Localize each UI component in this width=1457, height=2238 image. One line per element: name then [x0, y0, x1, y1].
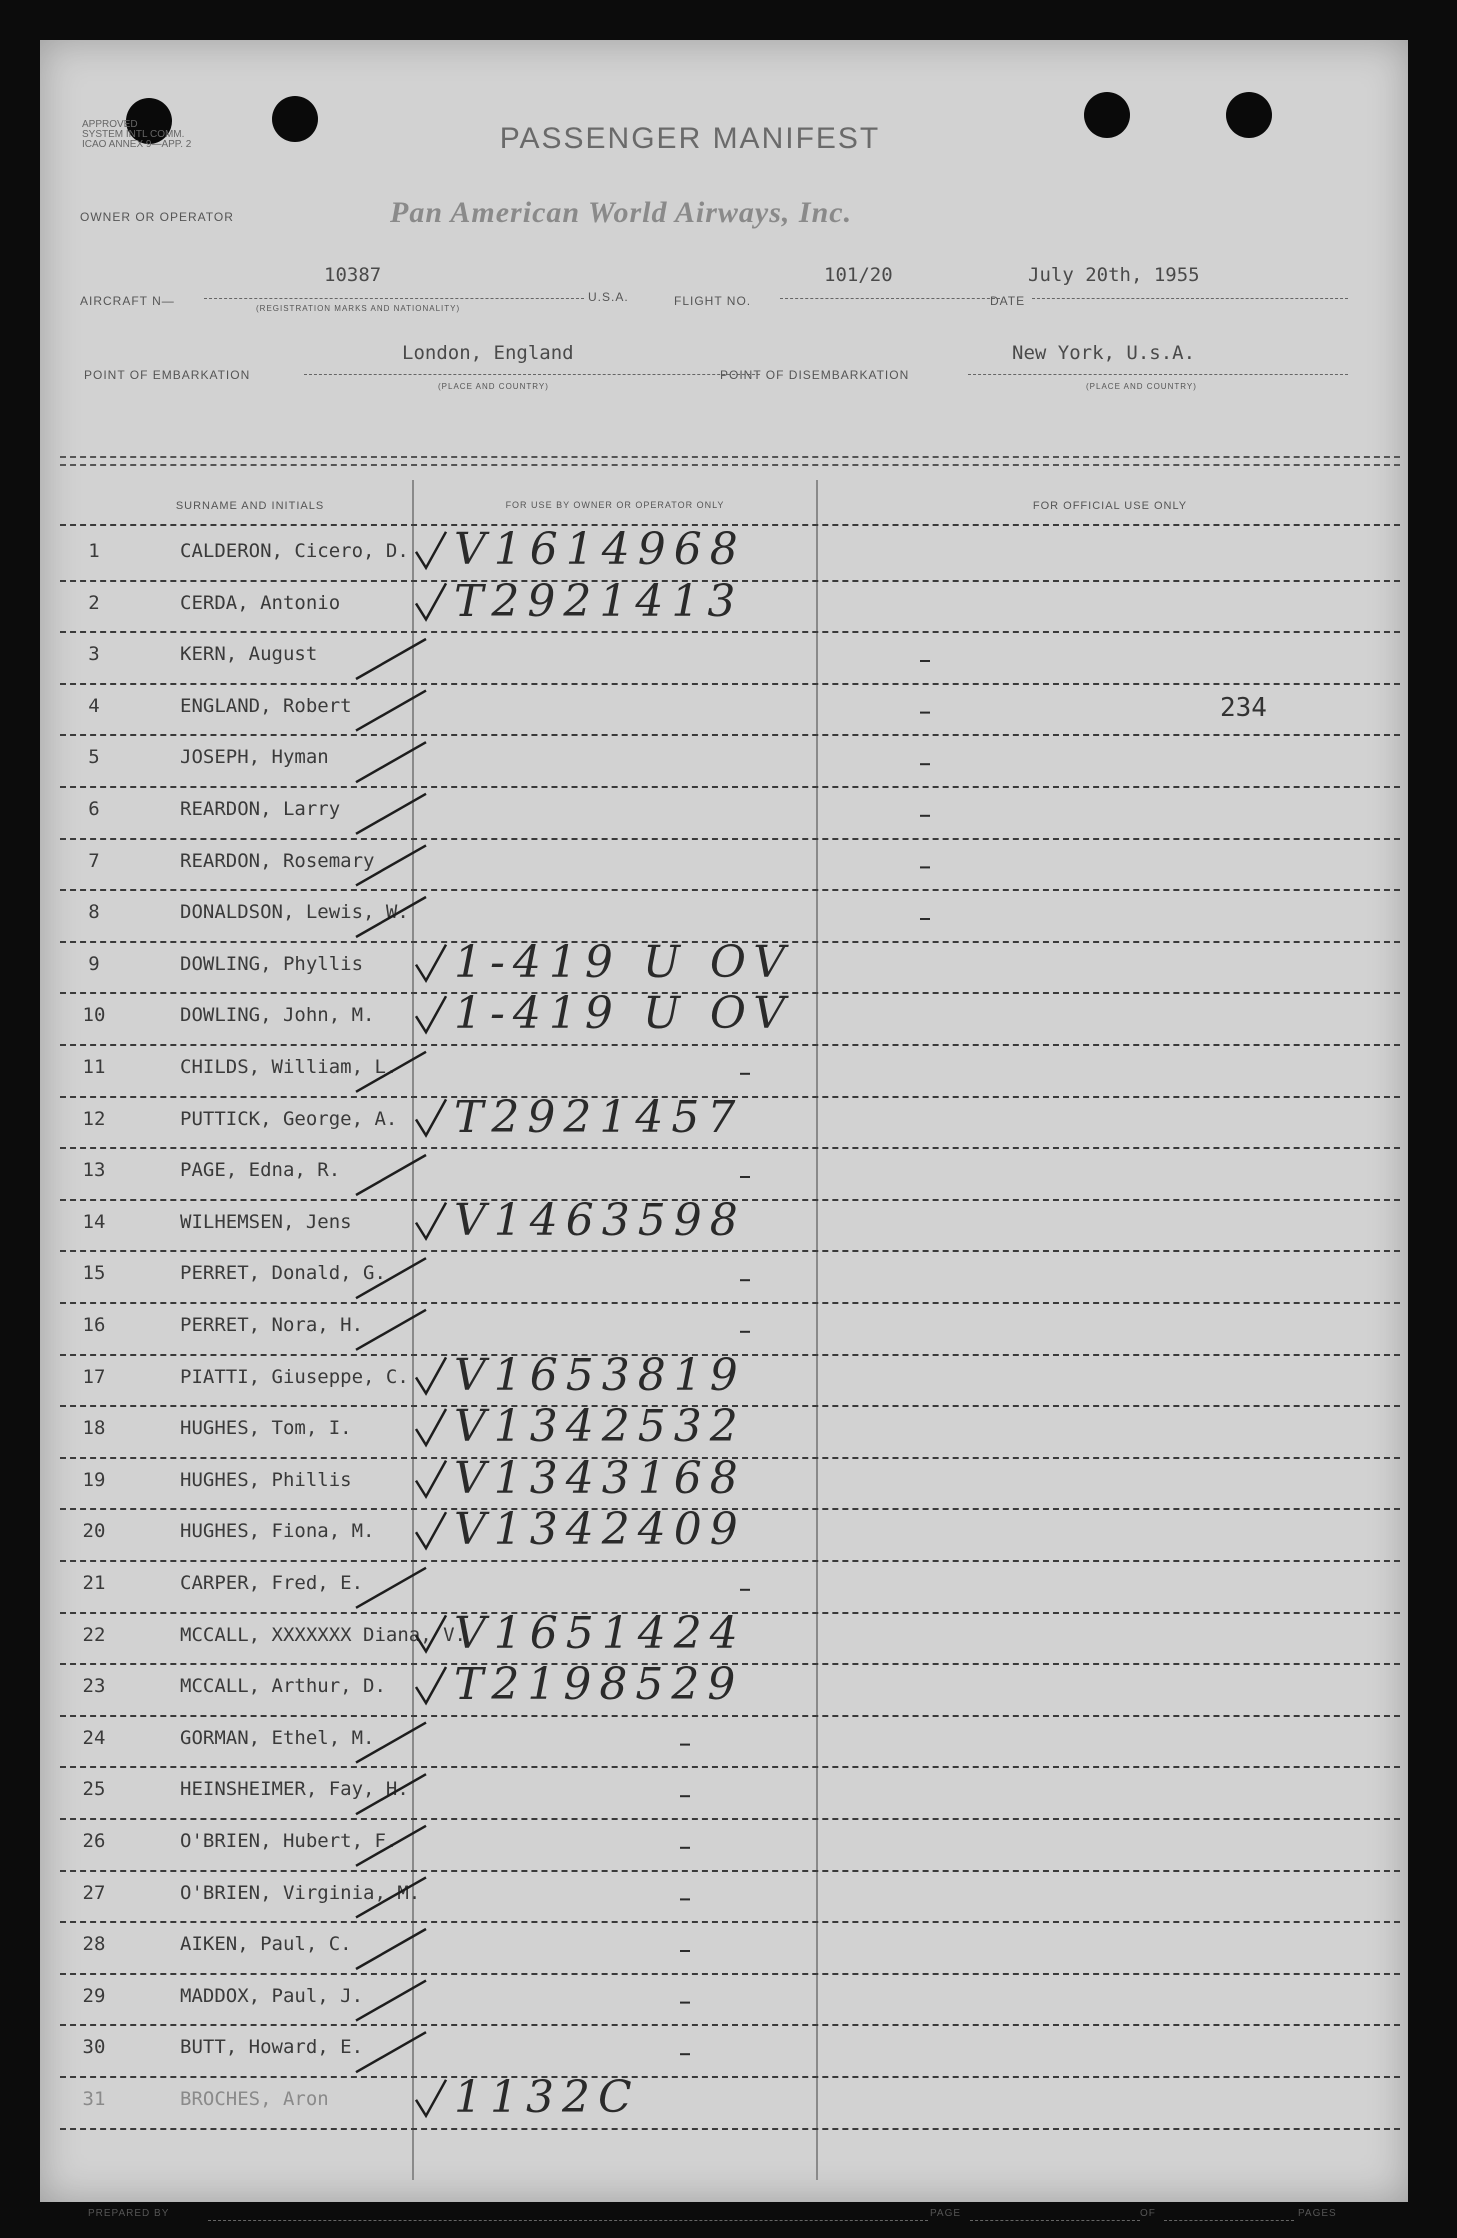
row-number: 10	[82, 1004, 106, 1027]
row-number: 21	[82, 1572, 106, 1594]
handwritten-ticket-number: V1342532	[454, 1401, 746, 1453]
passenger-name: CALDERON, Cicero, D.	[180, 540, 409, 562]
handwritten-ticket-number: V1463598	[454, 1194, 746, 1246]
approval-note: APPROVED SYSTEM INTL COMM. ICAO ANNEX 9—APP. 2	[82, 119, 192, 150]
embark-label: POINT OF EMBARKATION	[84, 368, 251, 382]
row-number: 5	[88, 746, 100, 769]
passenger-name: CARPER, Fred, E.	[180, 1572, 364, 1594]
row-number: 24	[82, 1726, 106, 1749]
checkmark-stroke	[356, 1155, 426, 1195]
flight-value: 101/20	[824, 264, 893, 286]
of-label: OF	[1140, 2208, 1156, 2219]
handwritten-ticket-number: V1342409	[454, 1504, 746, 1556]
row-number: 26	[82, 1830, 106, 1852]
handwritten-ticket-number: 1132C	[454, 2072, 640, 2123]
checkmark-stroke	[356, 845, 426, 885]
passenger-name: REARDON, Larry	[180, 798, 341, 820]
passenger-name: GORMAN, Ethel, M.	[180, 1726, 375, 1749]
row-number: 22	[82, 1623, 106, 1646]
checkmark-stroke	[416, 1512, 446, 1548]
row-number: 14	[82, 1210, 106, 1233]
checkmark-stroke	[356, 1568, 426, 1608]
checkmark-stroke	[356, 691, 426, 731]
row-number: 3	[88, 643, 100, 666]
page-title: PASSENGER MANIFEST	[499, 122, 881, 155]
row-number: 6	[88, 798, 100, 820]
checkmark-stroke	[416, 1461, 446, 1497]
row-number: 28	[82, 1933, 106, 1956]
aircraft-label: AIRCRAFT N—	[80, 294, 175, 308]
handwritten-ticket-number: T2198529	[454, 1659, 744, 1711]
passenger-name: PAGE, Edna, R.	[180, 1159, 341, 1182]
row-number: 16	[82, 1314, 106, 1336]
checkmark-stroke	[356, 1877, 426, 1917]
flight-label: FLIGHT NO.	[674, 294, 752, 308]
disembark-value: New York, U.s.A.	[1012, 342, 1196, 364]
passenger-name: KERN, August	[180, 643, 318, 666]
passenger-name: HUGHES, Tom, I.	[180, 1417, 352, 1440]
checkmark-stroke	[356, 1774, 426, 1814]
passenger-name: MCCALL, XXXXXXX Diana, V.	[180, 1623, 466, 1646]
row-number: 8	[88, 901, 100, 924]
passenger-name: CHILDS, William, L.	[180, 1056, 398, 1078]
checkmark-stroke	[416, 532, 446, 568]
passenger-name: HEINSHEIMER, Fay, H.	[180, 1778, 409, 1801]
checkmark-stroke	[356, 897, 426, 937]
passenger-name: HUGHES, Fiona, M.	[180, 1520, 375, 1543]
passenger-name: ENGLAND, Robert	[180, 694, 352, 717]
passenger-name: BUTT, Howard, E.	[180, 2036, 364, 2059]
checkmark-stroke	[416, 1615, 446, 1651]
row-number: 19	[82, 1468, 106, 1491]
checkmark-stroke	[416, 996, 446, 1032]
official-note: 234	[1220, 692, 1267, 723]
handwritten-ticket-number: V1653819	[454, 1349, 746, 1401]
row-number: 25	[82, 1778, 106, 1801]
passenger-name: MADDOX, Paul, J.	[180, 1984, 364, 2007]
checkmark-stroke	[356, 794, 426, 834]
checkmark-stroke	[356, 1310, 426, 1350]
prepared-by-label: PREPARED BY	[88, 2208, 170, 2219]
operator-name: Pan American World Airways, Inc.	[390, 196, 853, 229]
checkmark-stroke	[356, 1258, 426, 1298]
column-header-name: SURNAME AND INITIALS	[175, 500, 325, 512]
checkmark-stroke	[356, 1929, 426, 1969]
row-number: 23	[82, 1675, 106, 1698]
column-header-owner: FOR USE BY OWNER OR OPERATOR ONLY	[505, 500, 725, 510]
passenger-name: DOWLING, John, M.	[180, 1004, 375, 1027]
of-rule	[1164, 2220, 1294, 2221]
row-number: 11	[82, 1056, 106, 1078]
checkmark-stroke	[416, 1099, 446, 1135]
row-number: 15	[82, 1262, 106, 1285]
row-number: 29	[82, 1984, 106, 2007]
checkmark-stroke	[416, 1357, 446, 1393]
row-number: 18	[82, 1417, 106, 1440]
prepared-by-rule	[208, 2220, 928, 2221]
row-number: 1	[88, 540, 100, 562]
passenger-name: PERRET, Nora, H.	[180, 1314, 364, 1336]
passenger-name: PIATTI, Giuseppe, C.	[180, 1365, 409, 1388]
page-rule	[970, 2220, 1140, 2221]
checkmark-stroke	[416, 1409, 446, 1445]
passenger-name: O'BRIEN, Hubert, F.	[180, 1830, 398, 1852]
handwritten-ticket-number: 1-419 U OV	[454, 988, 793, 1040]
passenger-name: DONALDSON, Lewis, W.	[180, 901, 409, 924]
embark-sublabel: (PLACE AND COUNTRY)	[438, 382, 549, 391]
column-header-official: FOR OFFICIAL USE ONLY	[1032, 500, 1188, 512]
owner-label: OWNER OR OPERATOR	[80, 210, 234, 224]
row-number: 2	[88, 591, 100, 614]
checkmark-stroke	[356, 1723, 426, 1763]
checkmark-stroke	[356, 2032, 426, 2072]
pages-label: PAGES	[1298, 2208, 1337, 2219]
row-number: 27	[82, 1881, 106, 1904]
passenger-name: CERDA, Antonio	[180, 591, 341, 614]
handwritten-ticket-number: V1343168	[454, 1452, 746, 1504]
passenger-name: PUTTICK, George, A.	[180, 1107, 398, 1130]
passenger-name: AIKEN, Paul, C.	[180, 1933, 352, 1956]
date-value: July 20th, 1955	[1028, 264, 1200, 286]
checkmark-stroke	[356, 1981, 426, 2021]
checkmark-stroke	[416, 945, 446, 981]
passenger-name: HUGHES, Phillis	[180, 1468, 352, 1491]
passenger-name: JOSEPH, Hyman	[180, 746, 329, 769]
row-number: 9	[88, 952, 100, 975]
passenger-name: PERRET, Donald, G.	[180, 1262, 386, 1285]
row-number: 12	[82, 1107, 106, 1130]
checkmark-stroke	[356, 742, 426, 782]
manifest-page	[40, 40, 1408, 2219]
handwritten-ticket-number: T2921413	[454, 575, 744, 627]
page-label: PAGE	[930, 2208, 962, 2219]
checkmark-stroke	[416, 2080, 446, 2116]
disembark-label: POINT OF DISEMBARKATION	[720, 368, 910, 382]
row-number: 30	[82, 2036, 106, 2059]
row-number: 13	[82, 1159, 106, 1182]
aircraft-value: 10387	[324, 264, 382, 286]
row-number: 31	[82, 2088, 106, 2110]
date-label: DATE	[990, 294, 1026, 308]
handwritten-ticket-number: V1651424	[454, 1607, 746, 1659]
row-number: 17	[82, 1365, 106, 1388]
row-number: 20	[82, 1520, 106, 1543]
checkmark-stroke	[356, 1052, 426, 1092]
checkmark-stroke	[416, 583, 446, 619]
usa-label: U.S.A.	[588, 290, 629, 304]
passenger-name: REARDON, Rosemary	[180, 849, 375, 872]
handwritten-ticket-number: T2921457	[454, 1091, 744, 1143]
row-number: 4	[88, 694, 100, 717]
handwritten-ticket-number: V1614968	[454, 524, 746, 575]
checkmark-stroke	[416, 1667, 446, 1703]
checkmark-stroke	[356, 1826, 426, 1866]
passenger-name: MCCALL, Arthur, D.	[180, 1675, 386, 1698]
handwritten-ticket-number: 1-419 U OV	[454, 936, 793, 988]
passenger-name: BROCHES, Aron	[180, 2088, 329, 2110]
row-number: 7	[88, 849, 100, 872]
checkmark-stroke	[356, 639, 426, 679]
passenger-name: DOWLING, Phyllis	[180, 952, 364, 975]
embark-value: London, England	[402, 342, 574, 364]
handwritten-checkmarks	[40, 40, 1408, 2202]
passenger-name: O'BRIEN, Virginia, M.	[180, 1881, 421, 1904]
passenger-name: WILHEMSEN, Jens	[180, 1210, 352, 1233]
disembark-sublabel: (PLACE AND COUNTRY)	[1086, 382, 1197, 391]
aircraft-sublabel: (REGISTRATION MARKS AND NATIONALITY)	[256, 304, 461, 313]
checkmark-stroke	[416, 1203, 446, 1239]
